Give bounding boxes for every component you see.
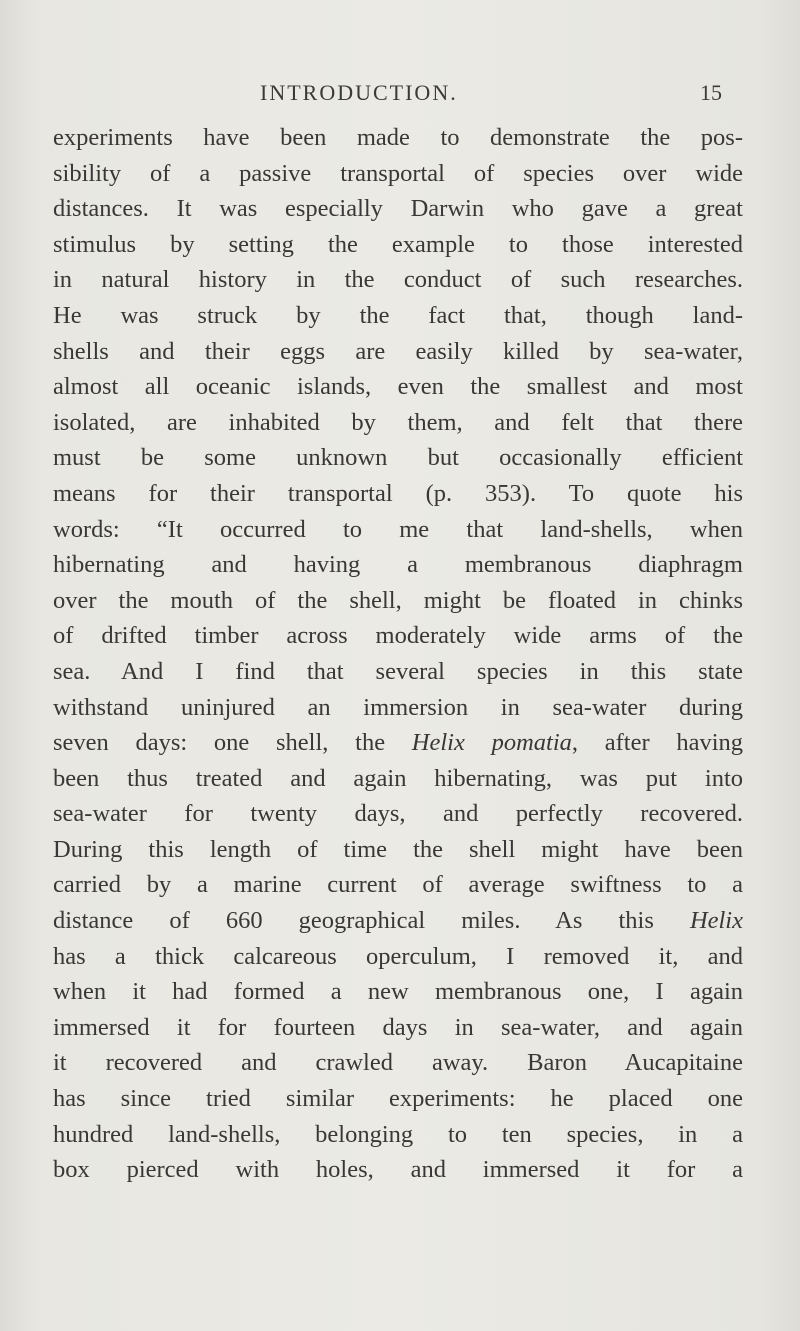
text-line-25: when it had formed a new membranous one, I again — [53, 978, 743, 1006]
text-line-29: hundred land-shells, belonging to ten species, in a — [53, 1120, 743, 1148]
text-line-13: hibernating and having a membranous diaphragm — [53, 551, 743, 579]
text-line-15: of drifted timber across moderately wide arms of the — [53, 622, 743, 650]
text-line-18 — [53, 725, 743, 761]
text-line-8: almost all oceanic islands, even the smallest and most — [53, 373, 743, 401]
text-line-9: isolated, are inhabited by them, and felt that there — [53, 408, 743, 436]
text-line-21: During this length of time the shell might have been — [53, 835, 743, 863]
text-line-14: over the mouth of the shell, might be floated in chinks — [53, 586, 743, 614]
text-line-6: He was struck by the fact that, though land- — [53, 301, 743, 329]
text-line-27: it recovered and crawled away. Baron Aucapitaine — [53, 1049, 743, 1077]
text-line-28: has since tried similar experiments: he placed one — [53, 1085, 743, 1113]
page-number: 15 — [700, 80, 722, 105]
page-header — [0, 80, 800, 110]
text-line-11: means for their transportal (p. 353). To quote his — [53, 479, 743, 507]
text-line-16: sea. And I find that several species in this state — [53, 657, 743, 685]
text-line-7: shells and their eggs are easily killed by sea-water, — [53, 337, 743, 365]
text-line-26: immersed it for fourteen days in sea-water, and again — [53, 1013, 743, 1041]
text-line-5: in natural history in the conduct of such researches. — [53, 266, 743, 294]
species-name-italic: Helix pomatia — [411, 729, 572, 757]
genus-name-italic: Helix — [689, 907, 743, 935]
text-line-2: sibility of a passive transportal of species over wide — [53, 159, 743, 187]
text-segment: distance of 660 geographical miles. As this — [53, 907, 690, 935]
text-segment: , after having — [571, 729, 744, 757]
text-line-17: withstand uninjured an immersion in sea-water during — [53, 693, 743, 721]
text-line-1: experiments have been made to demonstrate the pos- — [53, 124, 743, 151]
text-line-10: must be some unknown but occasionally efficient — [53, 444, 743, 472]
text-line-23 — [53, 903, 743, 939]
text-line-12: words: “It occurred to me that land-shells, when — [53, 515, 743, 543]
body-text — [53, 120, 743, 1188]
text-line-24: has a thick calcareous operculum, I removed it, and — [53, 942, 743, 970]
text-line-3: distances. It was especially Darwin who gave a great — [53, 195, 743, 223]
running-head: INTRODUCTION. — [260, 80, 458, 105]
text-segment: seven days: one shell, the — [53, 729, 412, 757]
text-line-30: box pierced with holes, and immersed it for a — [53, 1156, 743, 1184]
text-line-19: been thus treated and again hibernating, was put into — [53, 764, 743, 792]
text-line-20: sea-water for twenty days, and perfectly recovered. — [53, 800, 743, 828]
text-line-4: stimulus by setting the example to those interested — [53, 230, 743, 258]
text-line-22: carried by a marine current of average swiftness to a — [53, 871, 743, 899]
